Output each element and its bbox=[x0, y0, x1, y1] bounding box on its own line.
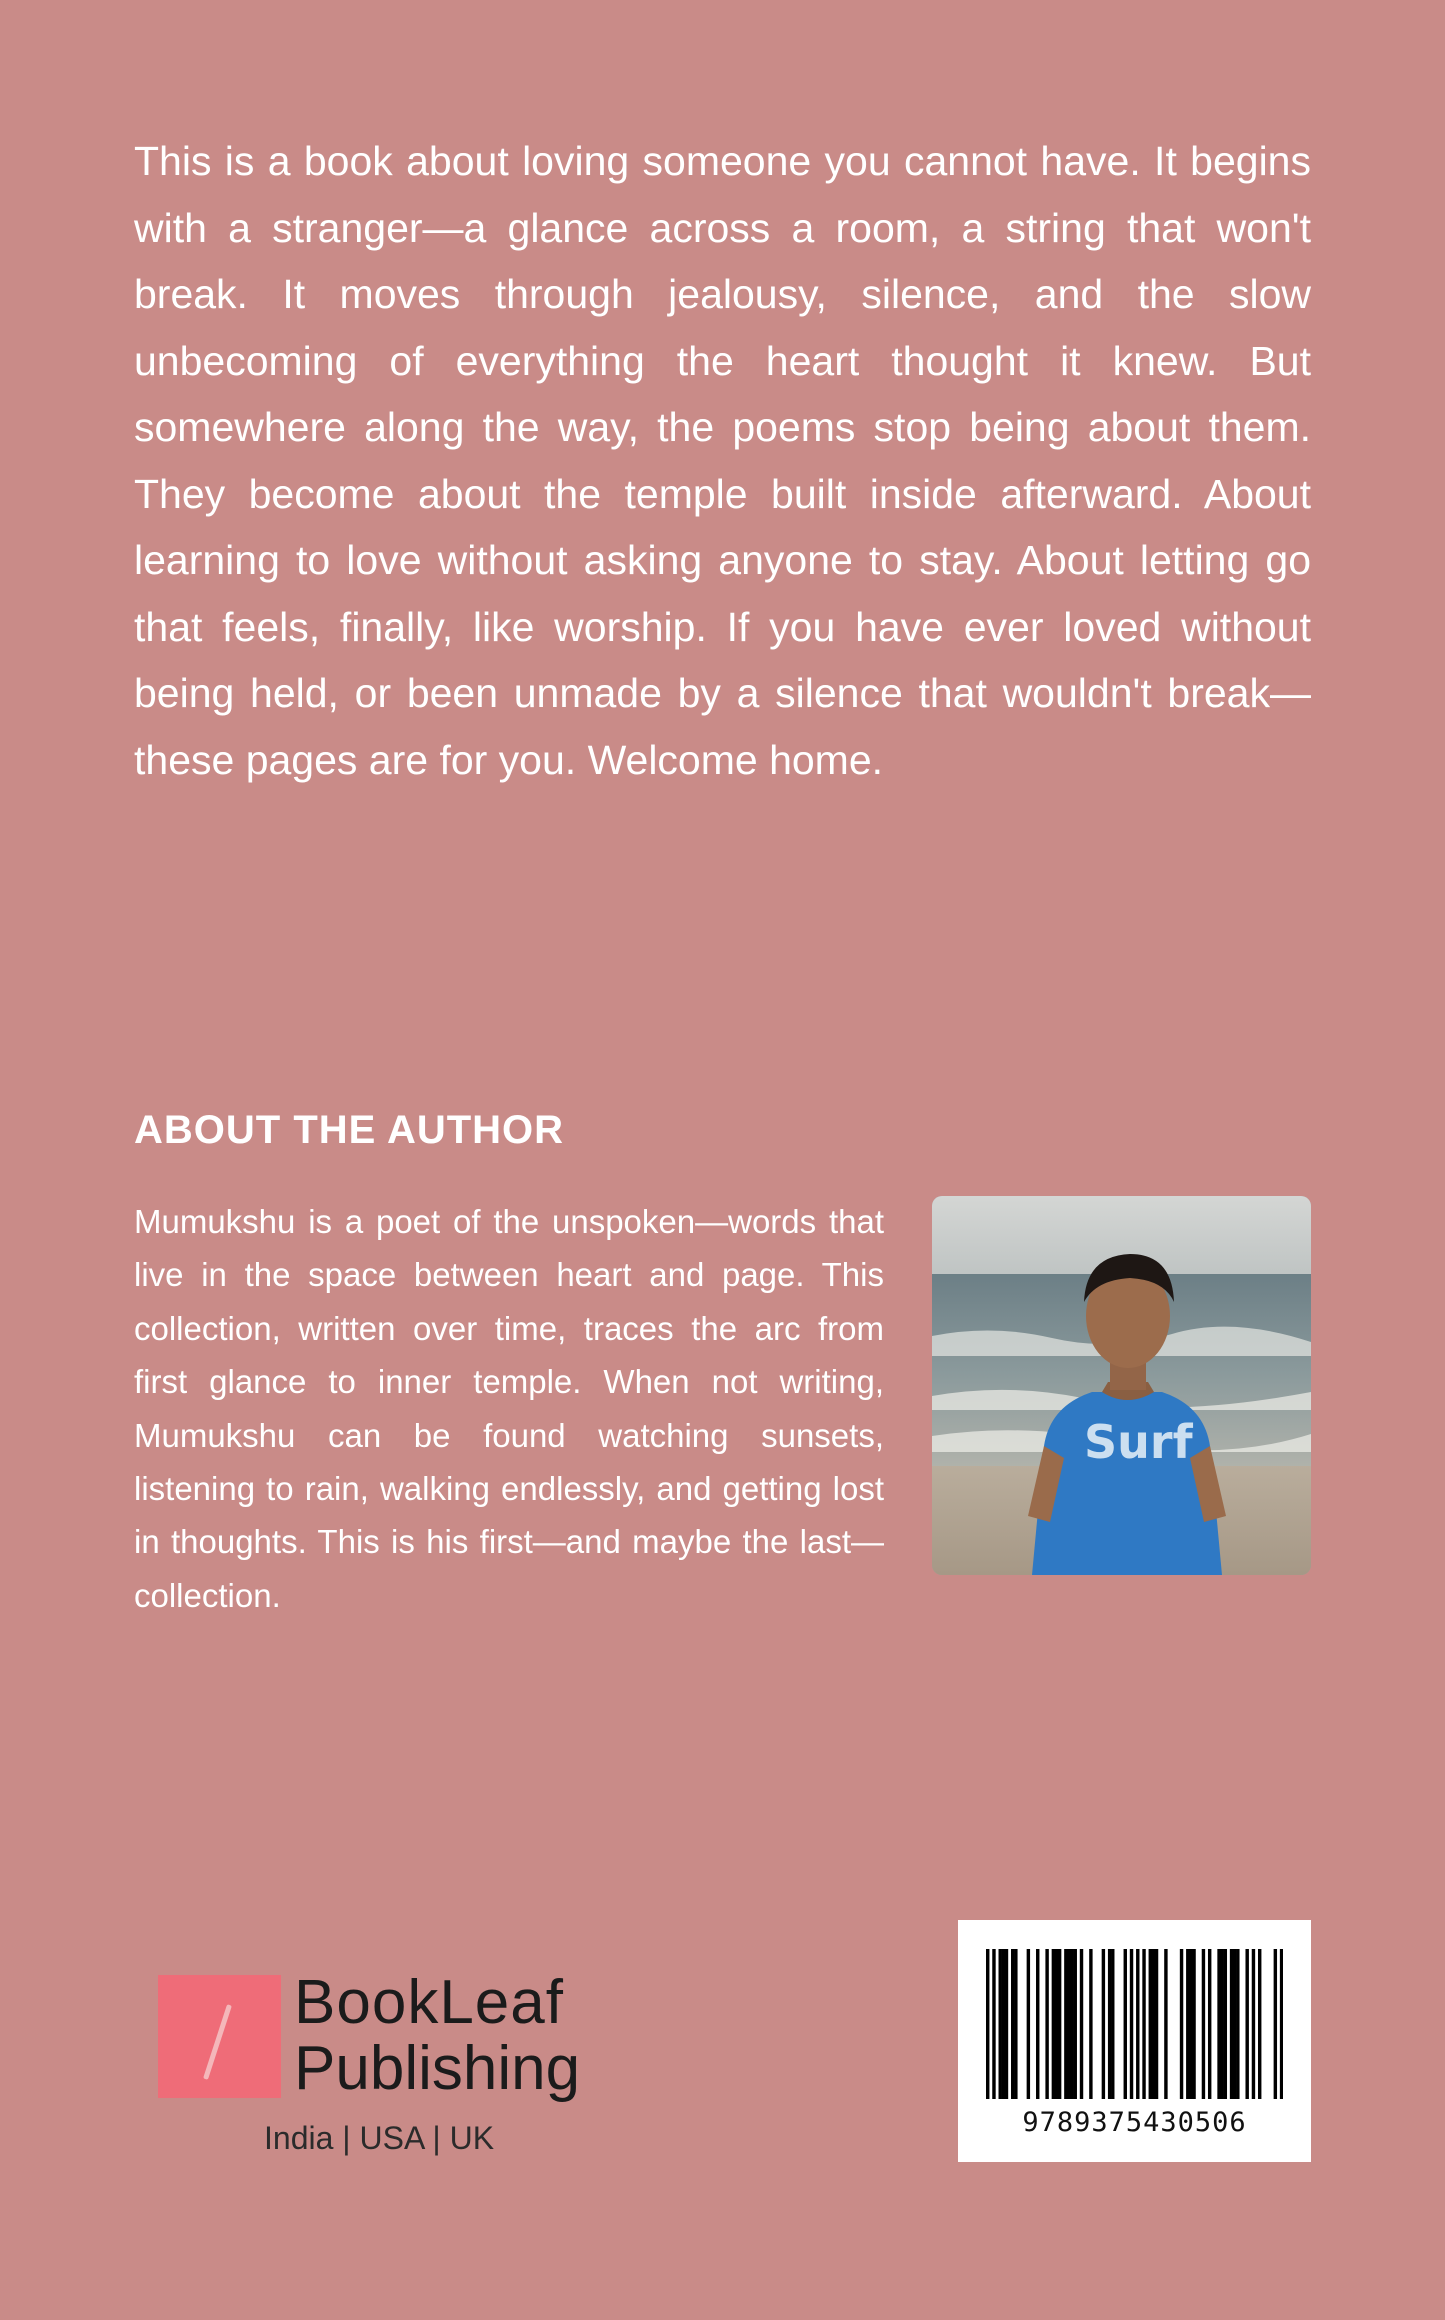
barcode-bar bbox=[1245, 1949, 1248, 2099]
barcode-bar bbox=[1192, 1949, 1195, 2099]
barcode-bar bbox=[1136, 1949, 1139, 2099]
barcode-bar bbox=[1208, 1949, 1211, 2099]
barcode-bar bbox=[1217, 1949, 1220, 2099]
barcode-bar bbox=[1058, 1949, 1061, 2099]
author-bio: Mumukshu is a poet of the unspoken—words that live in the space between heart and page. This collection, written over time, traces the arc from first glance to inner temple. When not writing, Mumukshu can be found watching sunsets, listening to rain, walking endlessly, and getting lost in thoughts. This is his first—and maybe the last—collection. bbox=[134, 1203, 884, 1614]
barcode-bar bbox=[992, 1949, 995, 2099]
barcode-bar bbox=[986, 1949, 989, 2099]
publisher-logo bbox=[158, 1970, 618, 2170]
barcode-bar bbox=[1233, 1949, 1236, 2099]
barcode-bar bbox=[1274, 1949, 1277, 2099]
barcode-bar bbox=[1224, 1949, 1227, 2099]
barcode-bar bbox=[1155, 1949, 1158, 2099]
barcode-bar bbox=[1202, 1949, 1205, 2099]
barcode-bar bbox=[1036, 1949, 1039, 2099]
barcode-bar bbox=[1230, 1949, 1233, 2099]
about-author-heading: ABOUT THE AUTHOR bbox=[134, 1108, 565, 1152]
publisher-name-line1: BookLeaf bbox=[294, 1968, 564, 2037]
barcode-bar bbox=[1102, 1949, 1105, 2099]
barcode-bar bbox=[1186, 1949, 1189, 2099]
barcode-bar bbox=[1152, 1949, 1155, 2099]
barcode-bar bbox=[1164, 1949, 1167, 2099]
barcode-bar bbox=[1074, 1949, 1077, 2099]
barcode-bar bbox=[1108, 1949, 1111, 2099]
barcode-bar bbox=[999, 1949, 1002, 2099]
barcode-bar bbox=[1089, 1949, 1092, 2099]
barcode-bar bbox=[1055, 1949, 1058, 2099]
barcode-bar bbox=[1011, 1949, 1014, 2099]
logo-slash-icon bbox=[203, 2004, 232, 2080]
publisher-regions: India | USA | UK bbox=[264, 2120, 495, 2156]
barcode-bar bbox=[1014, 1949, 1017, 2099]
barcode-bar bbox=[1236, 1949, 1239, 2099]
barcode-bar bbox=[1080, 1949, 1083, 2099]
barcode-bar bbox=[1064, 1949, 1067, 2099]
barcode-bars bbox=[986, 1949, 1283, 2099]
barcode-bar bbox=[1027, 1949, 1030, 2099]
shirt-print-text: Surf bbox=[1084, 1415, 1193, 1469]
barcode-bar bbox=[1142, 1949, 1145, 2099]
barcode-bar bbox=[1002, 1949, 1005, 2099]
back-cover-blurb: This is a book about loving someone you cannot have. It begins with a stranger—a glance across a room, a string that won't break. It moves through jealousy, silence, and the slow unbecoming of everything the heart thought it knew. But somewhere along the way, the poems stop being about them. They become about the temple built inside afterward. About learning to love without asking anyone to stay. About letting go that feels, finally, like worship. If you have ever loved without being held, or been unmade by a silence that wouldn't break—these pages are for you. Welcome home. bbox=[134, 138, 1311, 783]
publisher-name-line2: Publishing bbox=[294, 2034, 581, 2103]
logo-mark bbox=[158, 1975, 281, 2098]
author-photo-illustration bbox=[932, 1196, 1311, 1575]
barcode-bar bbox=[1280, 1949, 1283, 2099]
barcode-bar bbox=[1070, 1949, 1073, 2099]
barcode-bar bbox=[1052, 1949, 1055, 2099]
barcode-bar bbox=[1124, 1949, 1127, 2099]
barcode-bar bbox=[1252, 1949, 1255, 2099]
barcode-bar bbox=[1067, 1949, 1070, 2099]
barcode-bar bbox=[1111, 1949, 1114, 2099]
barcode-bar bbox=[1220, 1949, 1223, 2099]
author-photo bbox=[932, 1196, 1311, 1575]
isbn-number: 9789375430506 bbox=[1022, 2107, 1247, 2138]
barcode-bar bbox=[1180, 1949, 1183, 2099]
isbn-barcode bbox=[958, 1920, 1311, 2162]
barcode-bar bbox=[1149, 1949, 1152, 2099]
barcode-bar bbox=[1005, 1949, 1008, 2099]
barcode-bar bbox=[1258, 1949, 1261, 2099]
barcode-bar bbox=[1130, 1949, 1133, 2099]
barcode-bar bbox=[1189, 1949, 1192, 2099]
barcode-bar bbox=[1045, 1949, 1048, 2099]
